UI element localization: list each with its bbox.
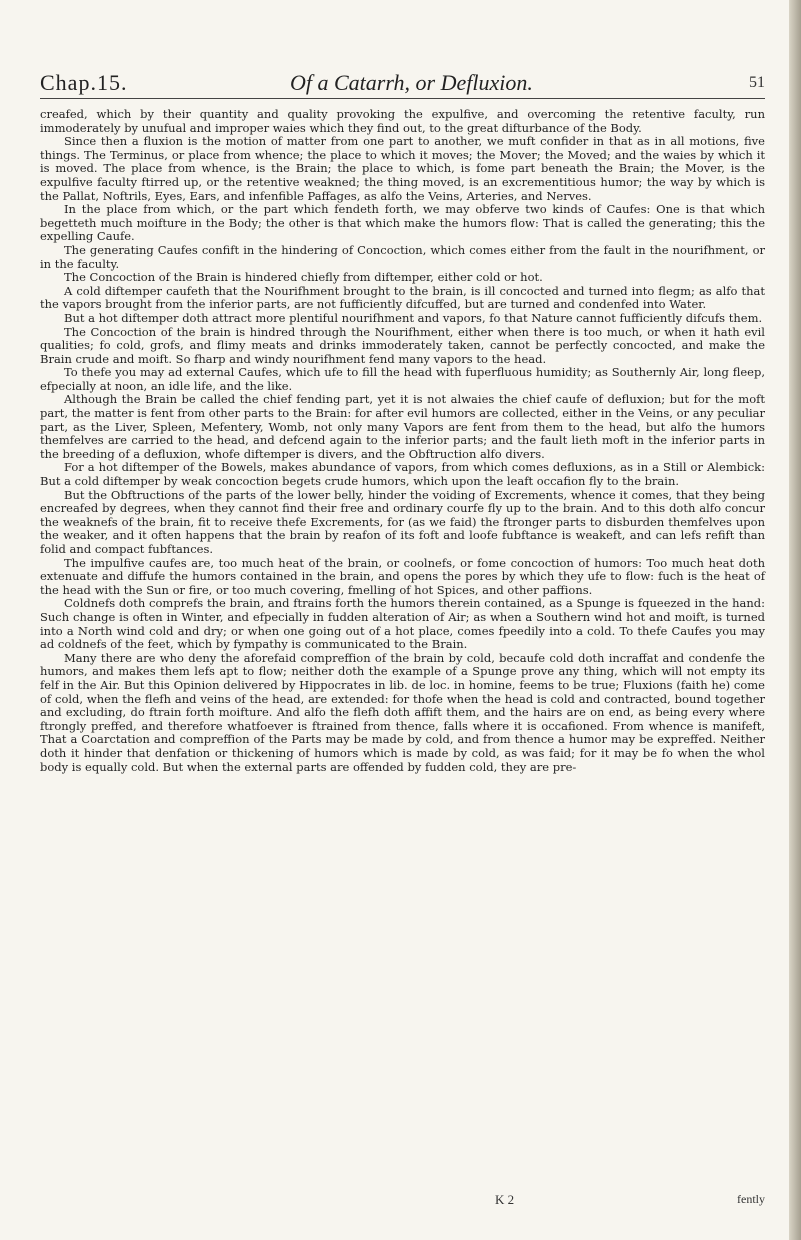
- page-number: 51: [749, 74, 765, 91]
- page-edge-shadow: [789, 0, 801, 1240]
- signature-mark: K 2: [495, 1192, 515, 1207]
- page-footer: [40, 1192, 765, 1212]
- paragraph: To thefe you may ad external Caufes, which ufe to fill the head with fuperfluous humidity; as Southernly Air, long fleep, efpecially at noon, an idle life, and the like.: [40, 365, 765, 393]
- body-text: [40, 108, 765, 774]
- chapter-label: Chap.15.: [40, 70, 128, 95]
- paragraph: The impulfive caufes are, too much heat of the brain, or coolnefs, or fome concoction of humors: Too much heat doth extenuate and diffufe the humors contained in the brain, and opens the pores by which they ufe to flow: fuch is the heat of the head with the Sun or fire, or too much covering, fmelling of hot Spices, and other paffions.: [40, 555, 765, 597]
- running-header: [40, 70, 765, 110]
- paragraph: A cold diftemper caufeth that the Nourifhment brought to the brain, is ill concocted and turned into flegm; as alfo that the vapors brought from the inferior parts, are not fufficiently difcuffed, but are turned and condenfed into Water.: [40, 283, 765, 312]
- paragraph: Coldnefs doth comprefs the brain, and ftrains forth the humors therein contained, as a Spunge is fqueezed in the hand: Such change is often in Winter, and efpecially in fudden alteration of Air; as when a Southern wind hot and moift, is turned into a North wind cold and dry; or when one going out of a hot place, comes fpeedily into a cold. To thefe Caufes you may ad coldnefs of the feet, which by fympathy is communicated to the Brain.: [40, 596, 765, 652]
- paragraph: Although the Brain be called the chief fending part, yet it is not alwaies the chief caufe of defluxion; but for the moft part, the matter is fent from other parts to the Brain: for after evil humors are collected, either in the Veins, or any peculiar part, as the Liver, Spleen, Mefentery, Womb, not only many Vapors are fent from them to the head, but alfo the humors themfelves are carried to the head, and defcend again to the inferior parts; and the fault lieth moft in the inferior parts in the breeding of a defluxion, whofe diftemper is divers, and the Obftruction alfo divers.: [40, 392, 765, 461]
- paragraph: Since then a fluxion is the motion of matter from one part to another, we muft confider in that as in all motions, five things. The Terminus, or place from whence; the place to which it moves; the Mover; the Moved; and the waies by which it is moved. The place from whence, is the Brain; the place to which, is fome part beneath the Brain; the Mover, is the expulfive faculty ftirred up, or the retentive weakned; the thing moved, is an excrementitious humor; the way by which is the Pallat, Noftrils, Eyes, Ears, and infenfible Paffages, as alfo the Veins, Arteries, and Nerves.: [40, 134, 765, 203]
- running-title: Of a Catarrh, or Defluxion.: [290, 70, 533, 95]
- catchword: fently: [737, 1192, 765, 1206]
- paragraph: But the Obftructions of the parts of the lower belly, hinder the voiding of Excrements, whence it comes, that they being encreafed by degrees, when they cannot find their free and ordinary courfe fly up to the brain. And to this doth alfo concur the weaknefs of the brain, fit to receive thefe Excrements, for (as we faid) the ftronger parts to disburden themfelves upon the weaker, and it often happens that the brain by reafon of its foft and loofe fubftance is weakeft, and can lefs refift than folid and compact fubftances.: [40, 487, 765, 556]
- paragraph: The Concoction of the Brain is hindered chiefly from diftemper, either cold or hot.: [64, 270, 543, 285]
- paragraph: In the place from which, or the part which fendeth forth, we may obferve two kinds of Caufes: One is that which begetteth much moifture in the Body; the other is that which make the humors flow: That is called the generating; this the expelling Caufe.: [40, 202, 765, 244]
- paragraph: For a hot diftemper of the Bowels, makes abundance of vapors, from which comes defluxions, as in a Still or Alembick: But a cold diftemper by weak concoction begets crude humors, which upon the leaft occafion fly to the brain.: [40, 460, 765, 489]
- paragraph: But a hot diftemper doth attract more plentiful nourifhment and vapors, fo that Nature cannot fufficiently difcufs them.: [64, 310, 763, 325]
- header-rule: [40, 98, 765, 99]
- paragraph: The Concoction of the brain is hindred through the Nourifhment, either when there is too much, or when it hath evil qualities; fo cold, grofs, and flimy meats and drinks immoderately taken, cannot be perfectly concocted, and make the Brain crude and moift. So fharp and windy nourifhment fend many vapors to the head.: [40, 324, 765, 366]
- paragraph: creafed, which by their quantity and quality provoking the expulfive, and overcoming the retentive faculty, run immoderately by unufual and improper waies which they find out, to the great difturbance of the Body.: [40, 107, 765, 135]
- paragraph: Many there are who deny the aforefaid compreffion of the brain by cold, becaufe cold doth incraffat and condenfe the humors, and makes them lefs apt to flow; neither doth the example of a Spunge prove any thing, which will not empty its felf in the Air. But this Opinion delivered by Hippocrates in lib. de loc. in homine, feems to be true; Fluxions (faith he) come of cold, when the flefh and veins of the head, are extended: for thofe when the head is cold and contracted, bound together and excluding, do ftrain forth moifture. And alfo the flefh doth affift them, and the hairs are on end, as being every where ftrongly preffed, and therefore whatfoever is ftrained from thence, falls where it is occafioned. From whence is manifeft, That a Coarctation and compreffion of the Parts may be made by cold, and from thence a humor may be expreffed. Neither doth it hinder that denfation or thickening of humors which is made by cold, as was faid; for it may be fo when the whol body is equally cold. But when the external parts are offended by fudden cold, they are pre-: [40, 650, 765, 774]
- paragraph: The generating Caufes confift in the hindering of Concoction, which comes either from the fault in the nourifhment, or in the faculty.: [40, 242, 765, 271]
